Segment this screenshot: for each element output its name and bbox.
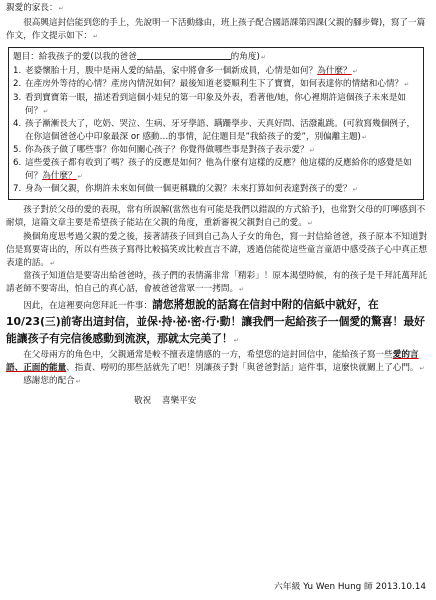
prompt-item-why: 為什麼？ (42, 171, 77, 182)
prompt-item-number: 7. (13, 184, 22, 195)
prompt-item-text: 這些愛孩子都有收到了嗎？孩子的反應是如何？他為什麼有這樣的反應？他這樣的反應給你的感覺是如何？為什麼？↵ (25, 158, 412, 182)
prompt-item (13, 118, 419, 144)
intro-paragraph: 很高興這封信能到您的手上，先說明一下活動緣由，班上孩子配合國語課第四課(父親的腳步聲)，寫了一篇作文，作文提示如下：↵ (6, 18, 426, 42)
letter (6, 2, 430, 408)
prompt-item-number: 2. (13, 79, 22, 90)
prompt-item (13, 92, 419, 118)
request-lead: 因此，在這裡要向您拜託一件事： (23, 300, 153, 311)
prompt-item-text: 你為孩子做了哪些事？你如何關心孩子？你覺得做哪些事是對孩子表示愛？↵ (25, 144, 315, 155)
prompt-item (13, 78, 419, 91)
prompt-item-text: 孩子漸漸長大了，吃奶、哭泣、生病、牙牙學語、蹒跚學步、天真好問、活潑亂跳。(可敘寫幾個例子，在你這個爸爸心中印象最深 or 感動…的事情，記住題目是”我給孩子的愛”，別偏離主題)↵ (25, 118, 416, 142)
prompt-item-text: 看到寶寶第一眼，描述看到這個小娃兒的第一印象及外表，看著他/她，你心裡期許這個孩子未來是如何？↵ (25, 92, 407, 116)
prompt-item (13, 183, 419, 196)
prompt-item-number: 6. (13, 158, 22, 169)
topic-blank (137, 50, 231, 60)
body-paragraph-2: 換個角度思考過父親的愛之後，接著請孩子回到自己為人子女的角色，寫一封信給爸爸，孩子原本不知道對信是寫要寄出的，所以有些孩子寫得比較搞笑或比較直言不諱，透過信能從這些童言童語中感受孩子心中真正想表達的話。↵ (6, 231, 428, 268)
essay-prompt-box (8, 47, 424, 200)
closing-paragraph: 在父母兩方的角色中，父親通常是較不擅表達情感的一方，希望您的這封回信中，能給孩子寫一些愛的言語、正面的能量、指責、嘮叨的那些話就先了吧！別讓孩子對「與爸爸對話」這件事，這麼快就關上了心門。↵ (6, 350, 425, 374)
prompt-item-why: 為什麼？ (317, 66, 352, 77)
prompt-list (13, 65, 419, 196)
request-highlight: 請您將想說的話寫在信封中附的信紙中就好，在10/23(三)前寄出這封信，並保‧持‧祕‧密‧行‧動！讓我們一起給孩子一個愛的驚喜！最好能讓孩子有完信後感動到流淚，那就太完美了！ (6, 297, 425, 346)
signature: 六年級 Yu Wen Hung 師 2013.10.14 (274, 581, 426, 592)
prompt-item-number: 1. (13, 66, 22, 77)
body-paragraph-3: 當孩子知道信是要寄出給爸爸時，孩子們的表情滿非常「精彩」！原本渴望時候，有的孩子是千拜託萬拜託請老師不要寄出，怕自己的真心話，會被爸爸當眾一一拷問。↵ (6, 270, 428, 294)
prompt-item-number: 3. (13, 92, 22, 103)
closing-emphasis: 愛的言語、正面的能量 (6, 350, 419, 374)
prompt-item (13, 157, 419, 183)
prompt-item-number: 5. (13, 144, 22, 155)
request-paragraph: 因此，在這裡要向您拜託一件事：請您將想說的話寫在信封中附的信紙中就好，在10/23(三)前寄出這封信，並保‧持‧祕‧密‧行‧動！讓我們一起給孩子一個愛的驚喜！最好能讓孩子有完信後感動到流淚，那就太完美了！↵ (6, 297, 425, 346)
thanks-line: 感謝您的配合↵ (23, 376, 81, 387)
prompt-item-text: 老婆懷胎十月，腹中是兩人愛的結晶，家中將會多一個新成員，心情是如何？為什麼？↵ (25, 66, 358, 77)
essay-topic: 題目：給我孩子的愛(以我的爸爸 的角度)↵ (13, 52, 266, 63)
prompt-item-number: 4. (13, 118, 22, 129)
body-paragraph-1: 孩子對於父母的愛的表現，常有所誤解(當然也有可能是我們以錯誤的方式給予)，也常對父母的叮嚀感到不耐煩，這篇文章主要是希望孩子能站在父親的角度，重新審視父親對自己的愛。↵ (6, 205, 426, 229)
prompt-item-text: 身為一個父親，你期許未來如何做一個更稱職的父親？未來打算如何表達對孩子的愛？↵ (25, 184, 358, 195)
sign-off: 敬祝 喜樂平安 (134, 395, 197, 406)
prompt-item (13, 65, 419, 78)
prompt-item (13, 144, 419, 157)
greeting: 親愛的家長：↵ (6, 3, 64, 13)
prompt-item-text: 在產房外等待的心情？產房內情況如何？最後知道老婆順利生下了寶寶，如何表達你的情緒和心情？↵ (25, 79, 410, 90)
